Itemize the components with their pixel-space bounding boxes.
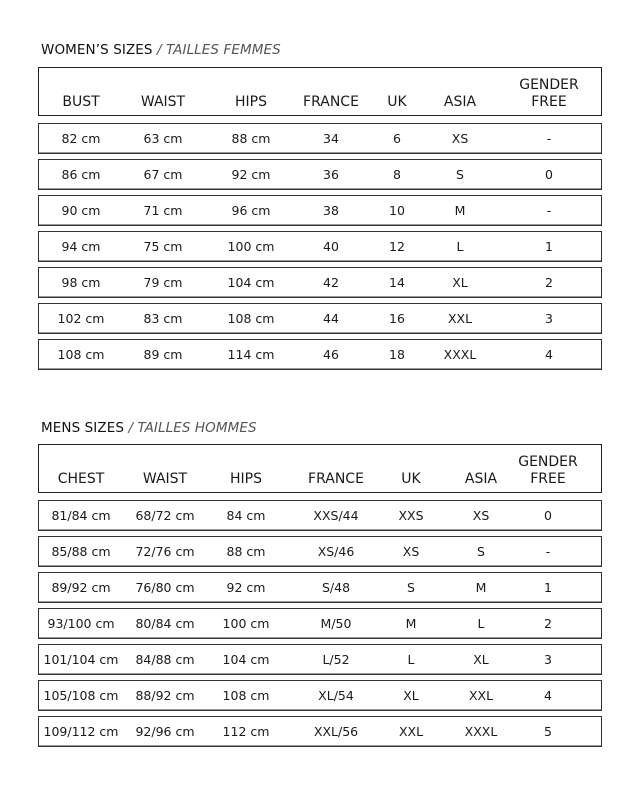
table-cell: 10 [389,203,405,218]
table-cell: 86 cm [61,167,101,182]
women-title-fr: / TAILLES FEMMES [152,42,281,58]
table-cell: XS [472,508,490,523]
table-cell: 75 cm [143,239,183,254]
table-cell: 3 [544,652,552,667]
table-cell: - [545,544,551,559]
table-row [38,339,602,370]
table-cell: 89 cm [143,347,183,362]
table-cell: 89/92 cm [51,580,111,595]
table-cell: 44 [323,311,339,326]
table-cell: 85/88 cm [51,544,111,559]
table-cell: 79 cm [143,275,183,290]
table-cell: 2 [545,275,553,290]
table-cell: 71 cm [143,203,183,218]
column-header-asia: ASIA [443,94,477,110]
column-header-uk: UK [387,94,407,110]
table-cell: L/52 [322,652,350,667]
table-cell: XXS/44 [313,508,359,523]
table-cell: L [407,652,415,667]
table-cell: 1 [545,239,553,254]
men-title-fr: / TAILLES HOMMES [124,420,257,436]
table-cell: 82 cm [61,131,101,146]
table-cell: 46 [323,347,339,362]
table-cell: 67 cm [143,167,183,182]
table-cell: 84 cm [226,508,266,523]
table-cell: 88 cm [231,131,271,146]
column-header-gender-line1: GENDER [519,77,579,93]
table-cell: 63 cm [143,131,183,146]
table-cell: 0 [545,167,553,182]
column-header-bust: BUST [62,94,100,110]
table-cell: XL [403,688,419,703]
table-cell: 114 cm [227,347,275,362]
women-table-header [38,67,602,116]
table-row [38,680,602,711]
table-cell: XXL/56 [313,724,359,739]
table-row [38,195,602,226]
table-cell: 104 cm [222,652,270,667]
table-cell: 72/76 cm [135,544,195,559]
table-cell: M/50 [320,616,352,631]
table-cell: - [546,131,552,146]
table-cell: 100 cm [227,239,275,254]
table-cell: 92 cm [226,580,266,595]
table-row [38,303,602,334]
table-cell: 88/92 cm [135,688,195,703]
table-cell: 0 [544,508,552,523]
table-cell: 6 [393,131,401,146]
table-cell: - [546,203,552,218]
table-cell: XXL [447,311,473,326]
table-cell: M [475,580,487,595]
table-cell: S [477,544,485,559]
table-row [38,231,602,262]
table-row [38,500,602,531]
table-cell: 84/88 cm [135,652,195,667]
table-cell: XXL [468,688,494,703]
table-cell: 12 [389,239,405,254]
table-cell: 5 [544,724,552,739]
table-cell: 88 cm [226,544,266,559]
table-cell: 92/96 cm [135,724,195,739]
table-row [38,159,602,190]
table-cell: XL [452,275,468,290]
table-cell: XXS [398,508,424,523]
column-header-france: FRANCE [303,94,359,110]
table-cell: 18 [389,347,405,362]
table-cell: 76/80 cm [135,580,195,595]
table-cell: L [456,239,464,254]
table-cell: S [407,580,415,595]
column-header-waist: WAIST [140,94,186,110]
table-row [38,608,602,639]
table-cell: 2 [544,616,552,631]
table-cell: L [477,616,485,631]
men-table-header [38,444,602,493]
table-row [38,572,602,603]
table-cell: 16 [389,311,405,326]
table-row [38,123,602,154]
table-cell: XXXL [443,347,477,362]
table-cell: 81/84 cm [51,508,111,523]
table-cell: 101/104 cm [43,652,119,667]
table-cell: 100 cm [222,616,270,631]
men-sizes-title [41,420,257,436]
column-header-waist: WAIST [142,471,188,487]
table-cell: XS [402,544,420,559]
table-cell: 80/84 cm [135,616,195,631]
table-cell: XS [451,131,469,146]
column-header-gender-line1: GENDER [518,454,578,470]
table-cell: 94 cm [61,239,101,254]
table-cell: M [405,616,417,631]
table-cell: 4 [544,688,552,703]
table-cell: 3 [545,311,553,326]
column-header-gender-line2: FREE [531,94,567,110]
column-header-chest: CHEST [57,471,105,487]
column-header-gender-line2: FREE [530,471,566,487]
table-cell: XXXL [464,724,498,739]
table-cell: XL/54 [318,688,354,703]
table-cell: 40 [323,239,339,254]
table-cell: 92 cm [231,167,271,182]
table-cell: 98 cm [61,275,101,290]
table-cell: S/48 [321,580,351,595]
table-cell: 36 [323,167,339,182]
table-cell: 109/112 cm [43,724,119,739]
table-cell: XL [473,652,489,667]
table-cell: XS/46 [317,544,355,559]
table-row [38,716,602,747]
table-cell: 38 [323,203,339,218]
table-cell: 108 cm [57,347,105,362]
column-header-hips: HIPS [235,94,267,110]
table-cell: M [454,203,466,218]
column-header-asia: ASIA [464,471,498,487]
table-cell: 108 cm [227,311,275,326]
table-cell: 83 cm [143,311,183,326]
column-header-hips: HIPS [230,471,262,487]
table-cell: 108 cm [222,688,270,703]
table-row [38,644,602,675]
table-cell: 8 [393,167,401,182]
women-title-en: WOMEN’S SIZES [41,42,153,58]
table-cell: S [456,167,464,182]
table-cell: 96 cm [231,203,271,218]
table-cell: 14 [389,275,405,290]
table-cell: 93/100 cm [47,616,115,631]
table-cell: 68/72 cm [135,508,195,523]
table-cell: 1 [544,580,552,595]
table-cell: 42 [323,275,339,290]
men-title-en: MENS SIZES [41,420,125,436]
column-header-gender-free [507,454,589,488]
column-header-uk: UK [401,471,421,487]
women-sizes-title [41,42,281,58]
table-cell: 104 cm [227,275,275,290]
table-cell: 112 cm [222,724,270,739]
table-cell: 105/108 cm [43,688,119,703]
table-cell: 90 cm [61,203,101,218]
table-row [38,267,602,298]
table-cell: 102 cm [57,311,105,326]
table-row [38,536,602,567]
table-cell: 34 [323,131,339,146]
table-cell: XXL [398,724,424,739]
column-header-france: FRANCE [308,471,364,487]
column-header-gender-free [495,77,603,111]
table-cell: 4 [545,347,553,362]
